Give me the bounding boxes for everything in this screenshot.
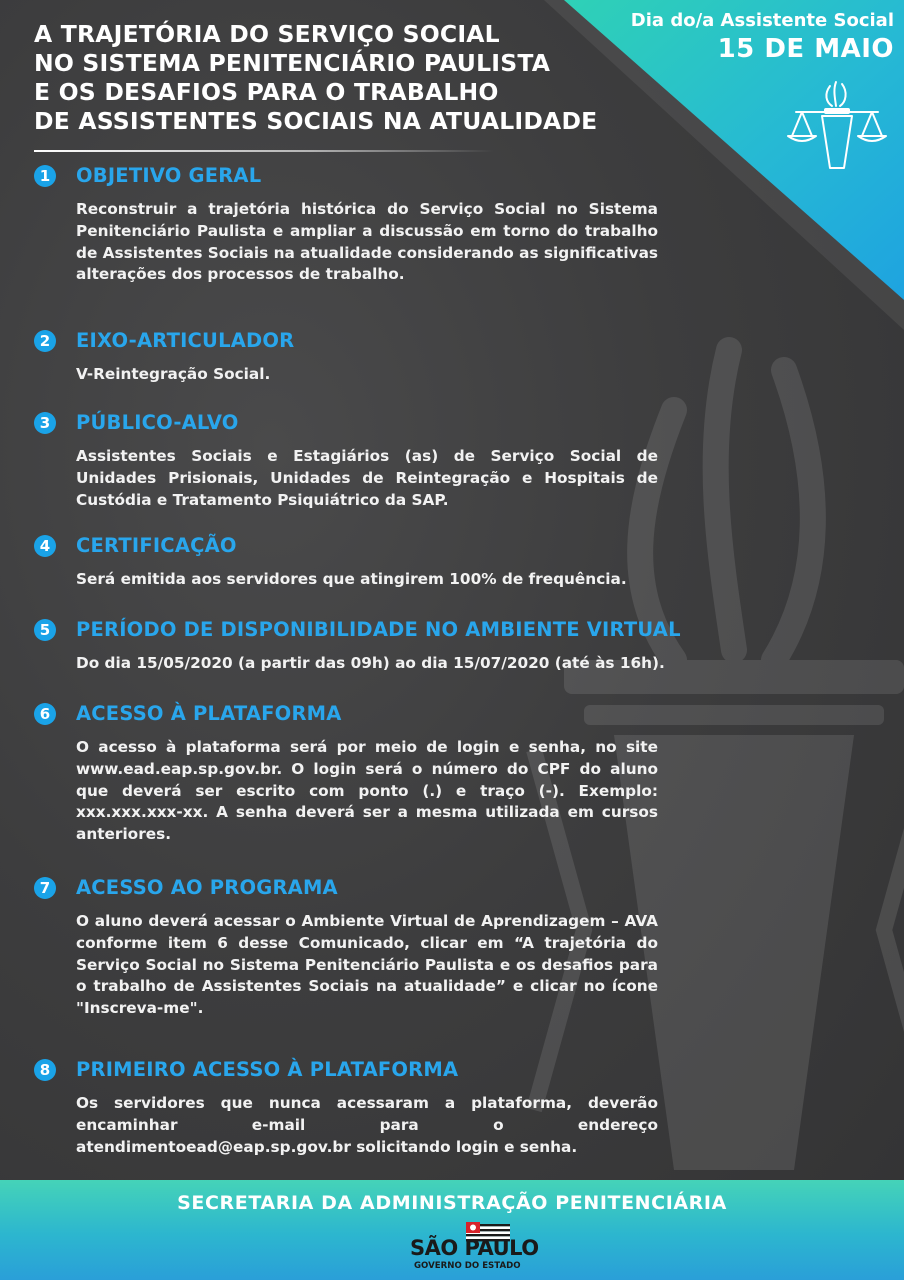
section-number-badge: 8 [34, 1059, 56, 1081]
section-number-badge: 6 [34, 703, 56, 725]
section-body: V-Reintegração Social. [76, 365, 271, 383]
title-underline [34, 150, 494, 152]
section-number-badge: 7 [34, 877, 56, 899]
section-title: OBJETIVO GERAL [76, 164, 262, 187]
section-body: Será emitida aos servidores que atingirem 100% de frequência. [76, 570, 627, 588]
section-title: CERTIFICAÇÃO [76, 534, 237, 557]
section-objetivo-geral [34, 164, 664, 286]
section-body: Assistentes Sociais e Estagiários (as) de Serviço Social de Unidades Prisionais, Unidades de Reintegração e Hospitais de Custódia e Tratamento Psiquiátrico da SAP. [76, 447, 658, 509]
section-number-badge: 5 [34, 619, 56, 641]
section-number-badge: 2 [34, 330, 56, 352]
title-line-3: E OS DESAFIOS PARA O TRABALHO [34, 78, 499, 106]
section-header [34, 329, 664, 355]
section-title: EIXO-ARTICULADOR [76, 329, 295, 352]
section-certificacao [34, 534, 664, 591]
section-title: PRIMEIRO ACESSO À PLATAFORMA [76, 1058, 459, 1081]
sao-paulo-logo [404, 1222, 554, 1276]
section-title: PÚBLICO-ALVO [76, 411, 239, 434]
page-title [34, 20, 624, 136]
section-header [34, 411, 664, 437]
section-header [34, 702, 664, 728]
section-body: Os servidores que nunca acessaram a plataforma, deverão encaminhar e-mail para o endereço atendimentoead@eap.sp.gov.br solicitando login e senha. [76, 1094, 658, 1156]
section-publico-alvo [34, 411, 664, 511]
event-date: 15 DE MAIO [717, 34, 894, 64]
section-header [34, 534, 664, 560]
section-number-badge: 4 [34, 535, 56, 557]
torch-scales-icon [784, 80, 890, 176]
title-line-1: A TRAJETÓRIA DO SERVIÇO SOCIAL [34, 20, 500, 48]
event-label [631, 10, 894, 66]
event-name: Dia do/a Assistente Social [630, 10, 894, 31]
section-acesso-plataforma [34, 702, 664, 846]
section-acesso-programa [34, 876, 664, 1020]
title-line-4: DE ASSISTENTES SOCIAIS NA ATUALIDADE [34, 107, 598, 135]
section-title: PERÍODO DE DISPONIBILIDADE NO AMBIENTE VIRTUAL [76, 618, 681, 641]
title-line-2: NO SISTEMA PENITENCIÁRIO PAULISTA [34, 49, 551, 77]
section-header [34, 618, 681, 644]
footer-title: SECRETARIA DA ADMINISTRAÇÃO PENITENCIÁRIA [177, 1192, 727, 1214]
section-primeiro-acesso [34, 1058, 664, 1158]
section-eixo-articulador [34, 329, 664, 386]
section-body: O aluno deverá acessar o Ambiente Virtual de Aprendizagem – AVA conforme item 6 desse Comunicado, clicar em “A trajetória do Serviço Social no Sistema Penitenciário Paulista e os desafios para o trabalho de Assistentes Sociais na atualidade” e clicar no ícone "Inscreva-me". [76, 912, 658, 1018]
logo-sub-text: GOVERNO DO ESTADO [414, 1261, 521, 1271]
section-periodo-disponibilidade [34, 618, 681, 675]
section-title: ACESSO AO PROGRAMA [76, 876, 338, 899]
logo-main-text: SÃO PAULO [410, 1236, 539, 1260]
section-header [34, 1058, 664, 1084]
footer [0, 1180, 904, 1280]
section-header [34, 876, 664, 902]
section-body: Reconstruir a trajetória histórica do Serviço Social no Sistema Penitenciário Paulista e ampliar a discussão em torno do trabalho de Assistentes Sociais na atualidade considerando as significativas alterações dos processos de trabalho. [76, 200, 658, 284]
section-number-badge: 1 [34, 165, 56, 187]
section-title: ACESSO À PLATAFORMA [76, 702, 342, 725]
section-body: Do dia 15/05/2020 (a partir das 09h) ao dia 15/07/2020 (até às 16h). [76, 654, 665, 672]
section-body: O acesso à plataforma será por meio de login e senha, no site www.ead.eap.sp.gov.br. O login será o número do CPF do aluno que deverá ser escrito com ponto (.) e traço (-). Exemplo: xxx.xxx.xxx-xx. A senha deverá ser a mesma utilizada em cursos anteriores. [76, 738, 658, 844]
section-header [34, 164, 664, 190]
section-number-badge: 3 [34, 412, 56, 434]
